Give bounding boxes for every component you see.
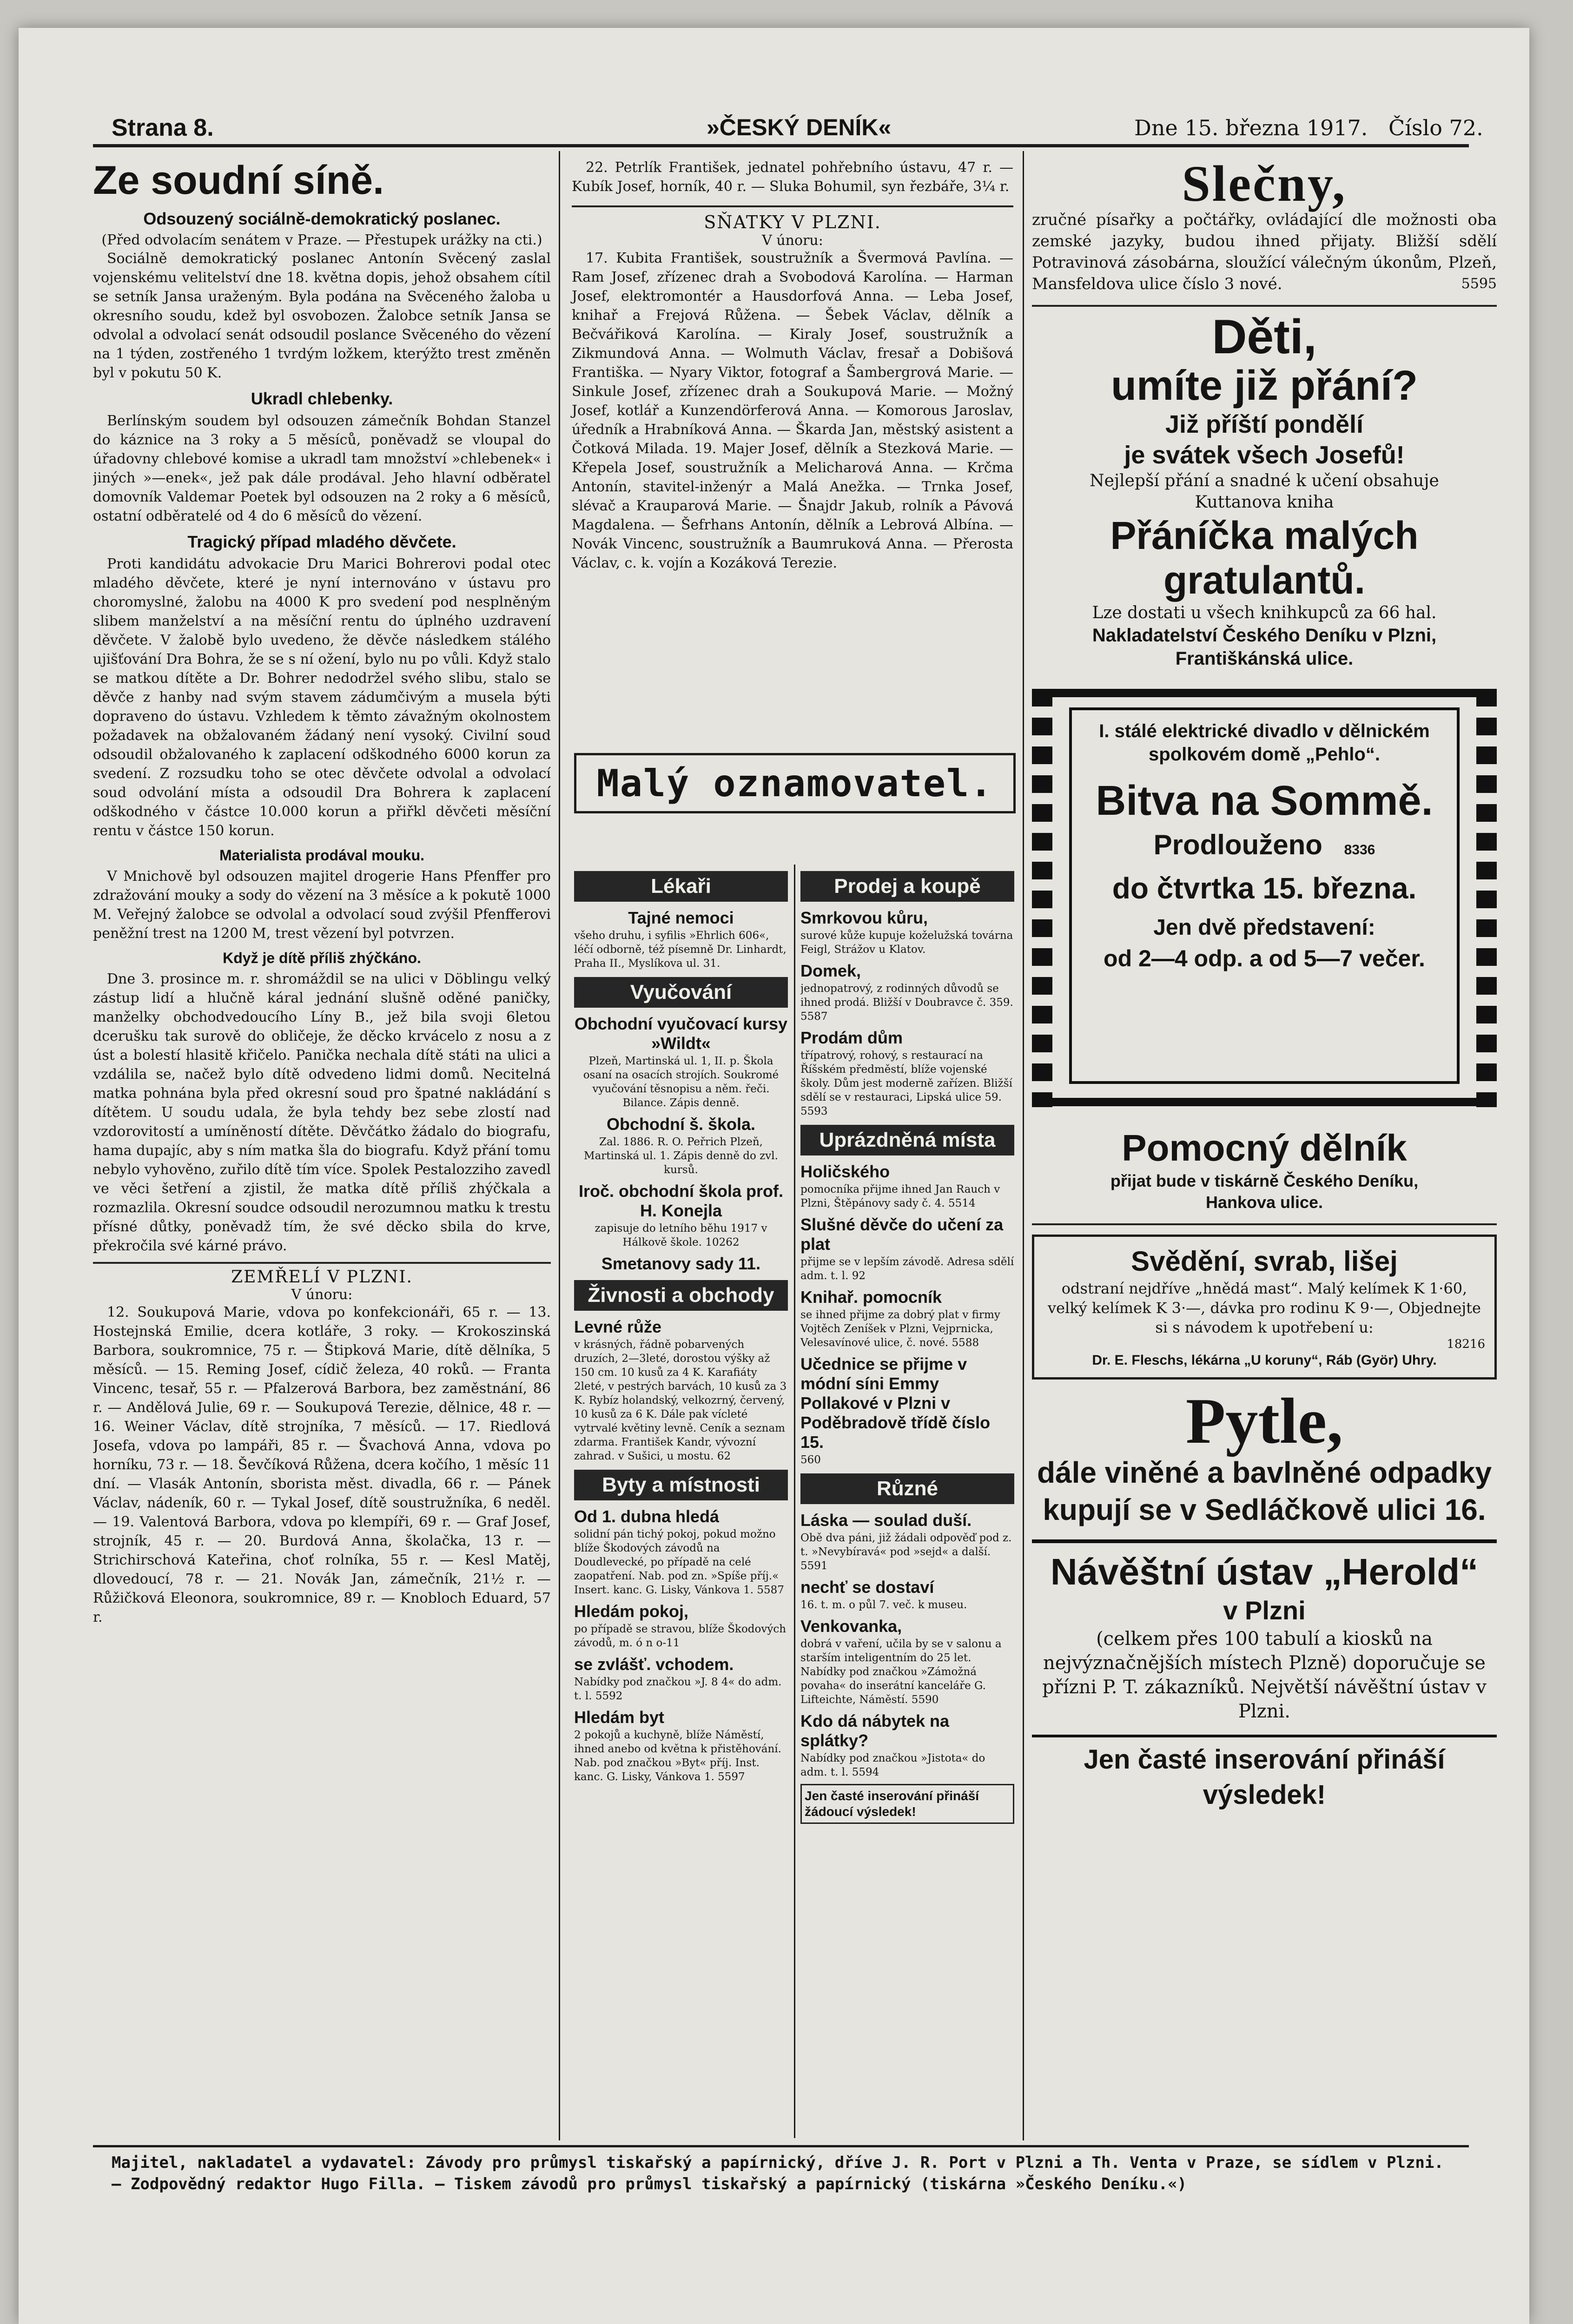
article-body: [93, 970, 551, 1255]
ad-body: [1032, 209, 1497, 295]
ad-heading: nechť se dostaví: [800, 1578, 934, 1597]
ad-body: dále viněné a bavlněné odpadky kupují se v Sedláčkově ulici 16.: [1037, 1456, 1492, 1526]
ad-heading: Prodám dům: [800, 1028, 903, 1047]
ad-heading: Jen časté inserování přináší žádoucí výsledek!: [800, 1784, 1014, 1824]
ad-body: 2 pokojů a kuchyně, blíže Náměstí, ihned anebo od května k přistěhování. Nab. pod značkou »Byt« příj. Inst. kanc. G. Lisky, Vánkova 1. 5597: [574, 1729, 781, 1783]
ad-heading: Smrkovou kůru,: [800, 908, 928, 927]
ad-body: dobrá v vaření, učila by se v salonu a starším inteligentním do 25 let. Nabídky pod značkou »Zámožná povaha« do inserátní kanceláře G. Lifteichte, Náměstí. 5590: [800, 1638, 1002, 1706]
category-banner: Uprázdněná místa: [800, 1125, 1014, 1155]
ad-line: Lze dostati u všech knihkupců za 66 hal.: [1092, 603, 1437, 622]
ad-title: Slečny,: [1182, 158, 1347, 212]
ad-title: Pomocný dělník: [1122, 1127, 1407, 1169]
ad-heading: Slušné děvče do učení za plat: [800, 1215, 1004, 1254]
ad-body: pomocníka přijme ihned Jan Rauch v Plzni, Štěpánovy sady č. 4. 5514: [800, 1183, 1000, 1209]
cinema-film-title: Bitva na Sommě.: [1096, 778, 1433, 824]
marriages-subtitle: V únoru:: [762, 232, 823, 249]
newspaper-name: »ČESKÝ DENÍK«: [707, 114, 892, 140]
article-title: Ukradl chlebenky.: [251, 389, 393, 408]
article-paragraph: Proti kandidátu advokacie Dru Marici Bohrerovi podal otec mladého děvčete, které je nyní internováno v ústavu pro choromyslné, žalobu na 4000 K pro svedení pod nesplněným slibem manželství a na měsíční rentu do úplného uzdravení děvčete. V žalobě bylo uvedeno, že děvče následkem stálého ujišťování Dra Bohra, že se s ní ožení, bylo nu po vůli. Když stalo se matkou dítěte a Dr. Bohrer nedodržel svého slibu, stalo se děvče z hanby nad svým stavem zádumčivým a musela býti dopraveno do ústavu. Vzhledem k těmto závažným okolnostem požadavek na obžalovaném žádaný není vysoký. Civilní soud odsoudil obžalovaného k zaplacení odškodného 6000 korun za svedení. Z rozsudku toho se otec děvčete odvolal a odvolací soud odvolání místa a odsoudil Dra Bohrera k zaplacení odškodného v částce 10.000 korun a přiřkl děvčeti měsíční rentu v částce 150 korun.: [93, 556, 551, 839]
column-4: [1032, 158, 1497, 2138]
ad-body: 560: [800, 1454, 821, 1466]
article-title: Tragický případ mladého děvčete.: [187, 532, 456, 551]
ad-body: přijme se v lepším závodě. Adresa sdělí adm. t. l. 92: [800, 1256, 1014, 1282]
ad-body: třípatrový, rohový, s restaurací na Říšském předměstí, blíže vojenské školy. Dům jest moderně zařízen. Bližší sdělí se v restauraci, Lipská ulice 59. 5593: [800, 1050, 1012, 1117]
ad-line: Nakladatelství Českého Deníku v Plzni, Františkánská ulice.: [1092, 625, 1437, 669]
newspaper-page: [19, 28, 1529, 2324]
ad-heading: Venkovanka,: [800, 1617, 902, 1636]
category-banner: Vyučování: [574, 977, 788, 1008]
cinema-times: od 2—4 odp. a od 5—7 večer.: [1104, 945, 1425, 971]
marriages-title: SŇATKY V PLZNI.: [704, 212, 881, 232]
imprint: Majitel, nakladatel a vydavatel: Závody pro průmysl tiskařský a papírnický, dříve J. R. Port v Plzni a Th. Venta v Praze, se sídlem v Plzni. — Zodpovědný redaktor Hugo Filla. — Tiskem závodů pro průmysl tiskařský a papírnický (tiskárna »Českého Deníku.«): [112, 2153, 1444, 2193]
ad-heading: Levné růže: [574, 1317, 662, 1336]
ad-body: po případě se stravou, blíže Škodových závodů, m. ó n o-11: [574, 1623, 786, 1649]
deaths-paragraph: 12. Soukupová Marie, vdova po konfekcionáři, 65 r. — 13. Hostejnská Emilie, dcera kotláře, 3 roky. — Krokoszinská Barbora, soukromnice, 75 r. — Štipková Marie, dítě dělníka, 5 měsíců. — 15. Reming Josef, cídič železa, 40 roků. — Franta Vincenc, tesař, 55 r. — Pfalzerová Barbora, bez zaměstnání, 86 r. — Andělová Julie, 69 r. — Soukupová Terezie, dělnice, 48 r. — 16. Weiner Václav, dítě strojníka, 7 měsíců. — 17. Riedlová Josefa, vdova po lampáři, 85 r. — Švachová Anna, vdova po horníku, 73 r. — 18. Ševčíková Růžena, dcera kočího, 1 měsíc 11 dní. — Vlasák Antonín, sborista měst. divadla, 66 r. — Pánek Václav, nádeník, 60 r. — Tykal Josef, dítě soustružníka, 6 neděl. — 19. Valentová Barbora, vdova po klempíři, 69 r. — Graf Josef, strojník, 45 r. — 20. Burdová Anna, školačka, 13 r. — Strichirschová Kateřina, choť rolníka, 55 r. — Kesl Matěj, dlovedoucí, 78 r. — 21. Novák Jan, zámečník, 21½ r. — Růžičková Eleonora, soukromnice, 89 r. — Knobloch Eduard, 57 r.: [93, 1304, 551, 1625]
ad-heading: Obchodní š. škola.: [606, 1115, 756, 1134]
ad-address: Dr. E. Fleschs, lékárna „U koruny“, Ráb (Györ) Uhry.: [1092, 1353, 1437, 1368]
column-2: [572, 158, 1013, 577]
article-body: [93, 867, 551, 943]
deaths-paragraph: 22. Petrlík František, jednatel pohřebního ústavu, 47 r. — Kubík Josef, horník, 40 r. — Sluka Bohumil, syn řezbáře, 3¼ r.: [572, 159, 1013, 195]
ad-rule: [1032, 1539, 1497, 1543]
ad-title: umíte již přání?: [1110, 363, 1418, 409]
article-paragraph: V Mnichově byl odsouzen majitel drogerie Hans Pfenffer pro zdražování mouky a sody do vězení na 3 měsíce a k pokutě 1000 M. Veřejný žalobce se odvolal a odvolací soud zvýšil Pfenfferovi peněžní trest na 1200 M, trest vězení byl potvrzen.: [93, 868, 551, 942]
ad-body: Obě dva páni, již žádali odpověď pod z. t. »Nevybíravá« pod »sejd« a další. 5591: [800, 1532, 1012, 1572]
footer-rule: [93, 2145, 1469, 2147]
ad-text: zručné písařky a počtářky, ovládající dle možnosti oba zemské jazyky, budou ihned přijaty. Bližší sdělí Potravinová zásobárna, sloužící válečným úkonům, Plzeň, Mansfeldova ulice číslo 3 nové.: [1032, 211, 1497, 293]
category-banner: Různé: [800, 1473, 1014, 1504]
ad-body: Nabídky pod značkou »Jistota« do adm. t. l. 5594: [800, 1752, 985, 1778]
article-title: Odsouzený sociálně-demokratický poslanec.: [143, 209, 501, 228]
article-body: [93, 249, 551, 383]
page-number: Strana 8.: [112, 114, 214, 141]
ad-body: (celkem přes 100 tabulí a kiosků na nejvýznačnějších místech Plzně) doporučuje se přízni P. T. zákazníků. Největší návěštní ústav v Plzni.: [1042, 1628, 1487, 1722]
section-rule: [572, 205, 1013, 207]
issue-number: Číslo 72.: [1388, 115, 1483, 140]
ad-heading: Hledám byt: [574, 1708, 665, 1727]
ad-heading: Láska — soulad duší.: [800, 1511, 972, 1530]
ad-body: Nabídky pod značkou »J. 8 4« do adm. t. l. 5592: [574, 1676, 782, 1702]
ointment-ad: [1032, 1235, 1497, 1380]
column-1: [93, 158, 551, 2133]
ad-body: jednopatrový, z rodinných důvodů se ihned prodá. Bližší v Doubravce č. 359. 5587: [800, 983, 1013, 1023]
ad-number: 5595: [1461, 276, 1497, 292]
cinema-ad: [1032, 689, 1497, 1126]
ad-title: Přáníčka malých gratulantů.: [1110, 514, 1419, 602]
date-text: Dne 15. března 1917.: [1134, 115, 1368, 140]
ad-body: surové kůže kupuje koželužská továrna Feigl, Strážov u Klatov.: [800, 930, 1013, 956]
ad-number: 18216: [1447, 1337, 1485, 1351]
ad-heading: Domek,: [800, 961, 861, 980]
deaths-subtitle: V únoru:: [291, 1287, 353, 1303]
classified-title-box: [574, 753, 1016, 813]
header-rule: [93, 144, 1469, 147]
marriages-list: [572, 249, 1013, 573]
ad-body: 16. t. m. o půl 7. več. k museu.: [800, 1599, 967, 1611]
ad-body: se ihned přijme za dobrý plat v firmy Vojtěch Zeníšek v Plzni, Vejprnicka, Velesavínové ulice, č. nové. 5588: [800, 1309, 1000, 1349]
ad-heading: Iroč. obchodní škola prof. H. Konejla: [578, 1182, 784, 1220]
ad-heading: Smetanovy sady 11.: [601, 1254, 761, 1273]
cinema-border: [1032, 689, 1497, 697]
category-banner: Lékaři: [574, 871, 788, 902]
classified-left: [574, 865, 788, 2138]
ad-body: odstraní nejdříve „hnědá mast“. Malý kelímek K 1·60, velký kelímek K 3·—, dávka pro rodinu K 9·—, Objednejte si s návodem k upotřebení u:: [1048, 1280, 1481, 1336]
cinema-until: do čtvrtka 15. března.: [1112, 872, 1417, 905]
deaths-title: ZEMŘELÍ V PLZNI.: [231, 1268, 413, 1287]
article-body: [93, 411, 551, 526]
ad-heading: Od 1. dubna hledá: [574, 1507, 720, 1526]
issue-date: [1134, 115, 1483, 140]
ad-title: Návěštní ústav „Herold“: [1050, 1551, 1479, 1592]
cinema-shows: Jen dvě představení:: [1153, 915, 1375, 940]
ad-body: solidní pán tichý pokoj, pokud možno blíže Škodových závodů na Doudlevecké, po případě na celé zaopatření. Nab. pod zn. »Spíše příj.« Insert. kanc. G. Lisky, Vánkova 1. 5587: [574, 1528, 784, 1596]
classified-divider: [794, 865, 795, 2138]
ad-title: Pytle,: [1185, 1385, 1343, 1457]
ad-body: Zal. 1886. R. O. Peřrich Plzeň, Martinská ul. 1. Zápis denně do zvl. kursů.: [584, 1136, 778, 1176]
ad-heading: Kdo dá nábytek na splátky?: [800, 1711, 950, 1750]
article-subtitle: (Před odvolacím senátem v Praze. — Přestupek urážky na cti.): [101, 232, 542, 248]
marriages-paragraph: 17. Kubita František, soustružník a Švermová Pavlína. — Ram Josef, zřízenec drah a Svobodová Karolína. — Harman Josef, elektromontér a Hausdorfová Anna. — Leba Josef, knihař a Frejová Růžena. — Šebek Václav, dělník a Bečvářiková Karolína. — Kiraly Josef, soustružník a Zikmundová Anna. — Wolmuth Václav, fresař a Dobišová Františka. — Nyary Viktor, fotograf a Šambergrová Marie. — Sinkule Josef, zřízenec drah a Soukupová Marie. — Možný Josef, kotlář a Kunzendörferová Anna. — Komorous Jaroslav, úředník a Hrabníková Anna. — Škarda Jan, městský asistent a Čotková Milada. 19. Majer Josef, dělník a Stezková Marie. — Křepela Josef, soustružník a Melicharová Anna. — Krčma Antonín, stavitel-inženýr a Malá Anežka. — Trnka Josef, slévač a Krauparová Marie. — Šnajdr Jakub, rolník a Pávová Magdalena. — Šefrhans Antonín, dělník a Lebrová Albína. — Novák Vincenc, soustružník a Baumruková Anna. — Přerosta Václav, c. k. vojín a Kozáková Terezie.: [572, 250, 1013, 571]
ad-heading: Holičského: [800, 1162, 890, 1181]
category-banner: Prodej a koupě: [800, 871, 1014, 902]
ad-subtitle: v Plzni: [1223, 1596, 1306, 1625]
article-body: [93, 555, 551, 840]
ad-line: Nejlepší přání a snadné k učení obsahuje Kuttanova kniha: [1090, 471, 1439, 512]
ad-rule: [1032, 305, 1497, 307]
cinema-frame: [1069, 707, 1460, 1084]
section-title: Ze soudní síně.: [93, 158, 384, 203]
cinema-border: [1032, 1098, 1497, 1106]
article-paragraph: Sociálně demokratický poslanec Antonín Svěcený zaslal vojenskému velitelství dne 18. května dopis, jehož obsahem cítil se setník Jansa uraženým. Byla podána na Svěceného žaloba u okresního soudu, kdež byl osvobozen. Žalobce setník Jansa se odvolal a odvolací senát odsoudil poslance Svěceného do vězení na 1 týden, zostřeného 1 tvrdým ložkem, kterýžto trest změněn byl v pokutu 50 K.: [93, 251, 551, 381]
ad-line: Již příští pondělí: [1165, 410, 1364, 438]
ad-body: zapisuje do letního běhu 1917 v Hálkově škole. 10262: [595, 1222, 767, 1248]
ad-footer: Jen časté inserování přináší výsledek!: [1032, 1735, 1497, 1813]
ad-rule: [1032, 1223, 1497, 1225]
ad-title: Děti,: [1212, 310, 1317, 364]
cinema-venue: I. stálé elektrické divadlo v dělnickém spolkovém domě „Pehlo“.: [1099, 721, 1430, 765]
ad-heading: Obchodní vyučovací kursy »Wildt«: [574, 1014, 788, 1053]
article-title: Materialista prodával mouku.: [219, 847, 424, 864]
deaths-continued: [572, 158, 1013, 196]
ad-title: Svědění, svrab, lišej: [1131, 1246, 1398, 1277]
classified-right: [800, 865, 1014, 2138]
ad-heading: Učednice se přijme v módní síni Emmy Pollakové v Plzni v Poděbradově třídě číslo 15.: [800, 1354, 991, 1452]
cinema-extended-text: Prodlouženo: [1153, 829, 1322, 860]
film-strip-decoration: [1476, 689, 1497, 1107]
ad-heading: se zvlášť. vchodem.: [574, 1655, 734, 1674]
cinema-extended: [1081, 826, 1447, 869]
deaths-list: [93, 1303, 551, 1627]
article-paragraph: Dne 3. prosince m. r. shromáždil se na ulici v Döblingu velký zástup lidí a hlučně káral jednání slušně oděné paničky, manželky obchodvedoucího Líny B., jež bila svoji 6letou dcerušku tak surově do obličeje, že děcko krvácelo z nosu a z úst a bolestí hlasitě křičelo. Panička nechala dítě státi na ulici a vzdálila se, načež bylo dítě odvedeno lidmi domů. Necitelná matka pohnána byla před okresní soud pro špatné nakládání s dítětem. U soudu udala, že byla tehdy bez sebe zlostí nad vzdorovitostí a umíněností dítěte. Děvčátko žádalo do biografu, hama dupajíc, aby s ním matka šla do biografu. Když přání tomu nebylo vyhověno, zuřilo dítě tím více. Spolek Pestalozziho zavedl ve věci šetření a zjistil, že matka dítě příliš zhýčkala a rozmazlila. Okresní soudce odsoudil nerozumnou matku k trestu přísné důtky, poněvadž tím, že své děcko sbila do krve, překročila své kárné právo.: [93, 971, 551, 1254]
classified-title: Malý oznamovatel.: [596, 761, 993, 805]
category-banner: Byty a místnosti: [574, 1470, 788, 1500]
ad-body: přijat bude v tiskárně Českého Deníku, Hankova ulice.: [1110, 1171, 1419, 1212]
ad-body: všeho druhu, i syfilis »Ehrlich 606«, léčí odborně, též písemně Dr. Linhardt, Praha II., Myslíkova ul. 31.: [574, 930, 786, 970]
article-paragraph: Berlínským soudem byl odsouzen zámečník Bohdan Stanzel do káznice na 3 roky a 5 měsíců, poněvadž se vloupal do úřadovny chlebové komise a ukradl tam množství »chlebenek« i jiných »—enek«, jež pak dále prodával. Jeho hlavní odběratel domovník Valdemar Poetek byl odsouzen na 2 roky a 6 měsíců, ostatní odběratelé od 4 do 6 měsíců do vězení.: [93, 413, 551, 524]
ad-heading: Knihař. pomocník: [800, 1287, 942, 1307]
ad-body: v krásných, řádně pobarvených druzích, 2—3leté, dorostou výšky až 150 cm. 10 kusů za 4 K. Karafiáty 2leté, v pestrých barvách, 10 kusů za 3 K. Rybíz holandský, velkozrný, červený, 10 kusů za 6 K. Dále pak vícleté vytrvalé květiny levně. Ceník a seznam zdarma. František Kandr, vývozní zahrad. v Sušici, u mostu. 62: [574, 1339, 787, 1462]
section-rule: [93, 1262, 551, 1264]
cinema-number: 8336: [1344, 842, 1375, 858]
article-title: Když je dítě příliš zhýčkáno.: [223, 950, 421, 966]
column-divider: [1023, 151, 1024, 2140]
film-strip-decoration: [1032, 689, 1052, 1107]
ad-heading: Hledám pokoj,: [574, 1602, 689, 1621]
ad-heading: Tajné nemoci: [628, 908, 734, 927]
ad-body: Plzeň, Martinská ul. 1, II. p. Škola osaní na osacích strojích. Soukromé vyučování těsnopisu a něm. řeči. Bilance. Zápis denně.: [583, 1055, 779, 1109]
ad-line: je svátek všech Josefů!: [1124, 441, 1405, 469]
category-banner: Živnosti a obchody: [574, 1280, 788, 1311]
column-divider: [559, 151, 560, 2140]
